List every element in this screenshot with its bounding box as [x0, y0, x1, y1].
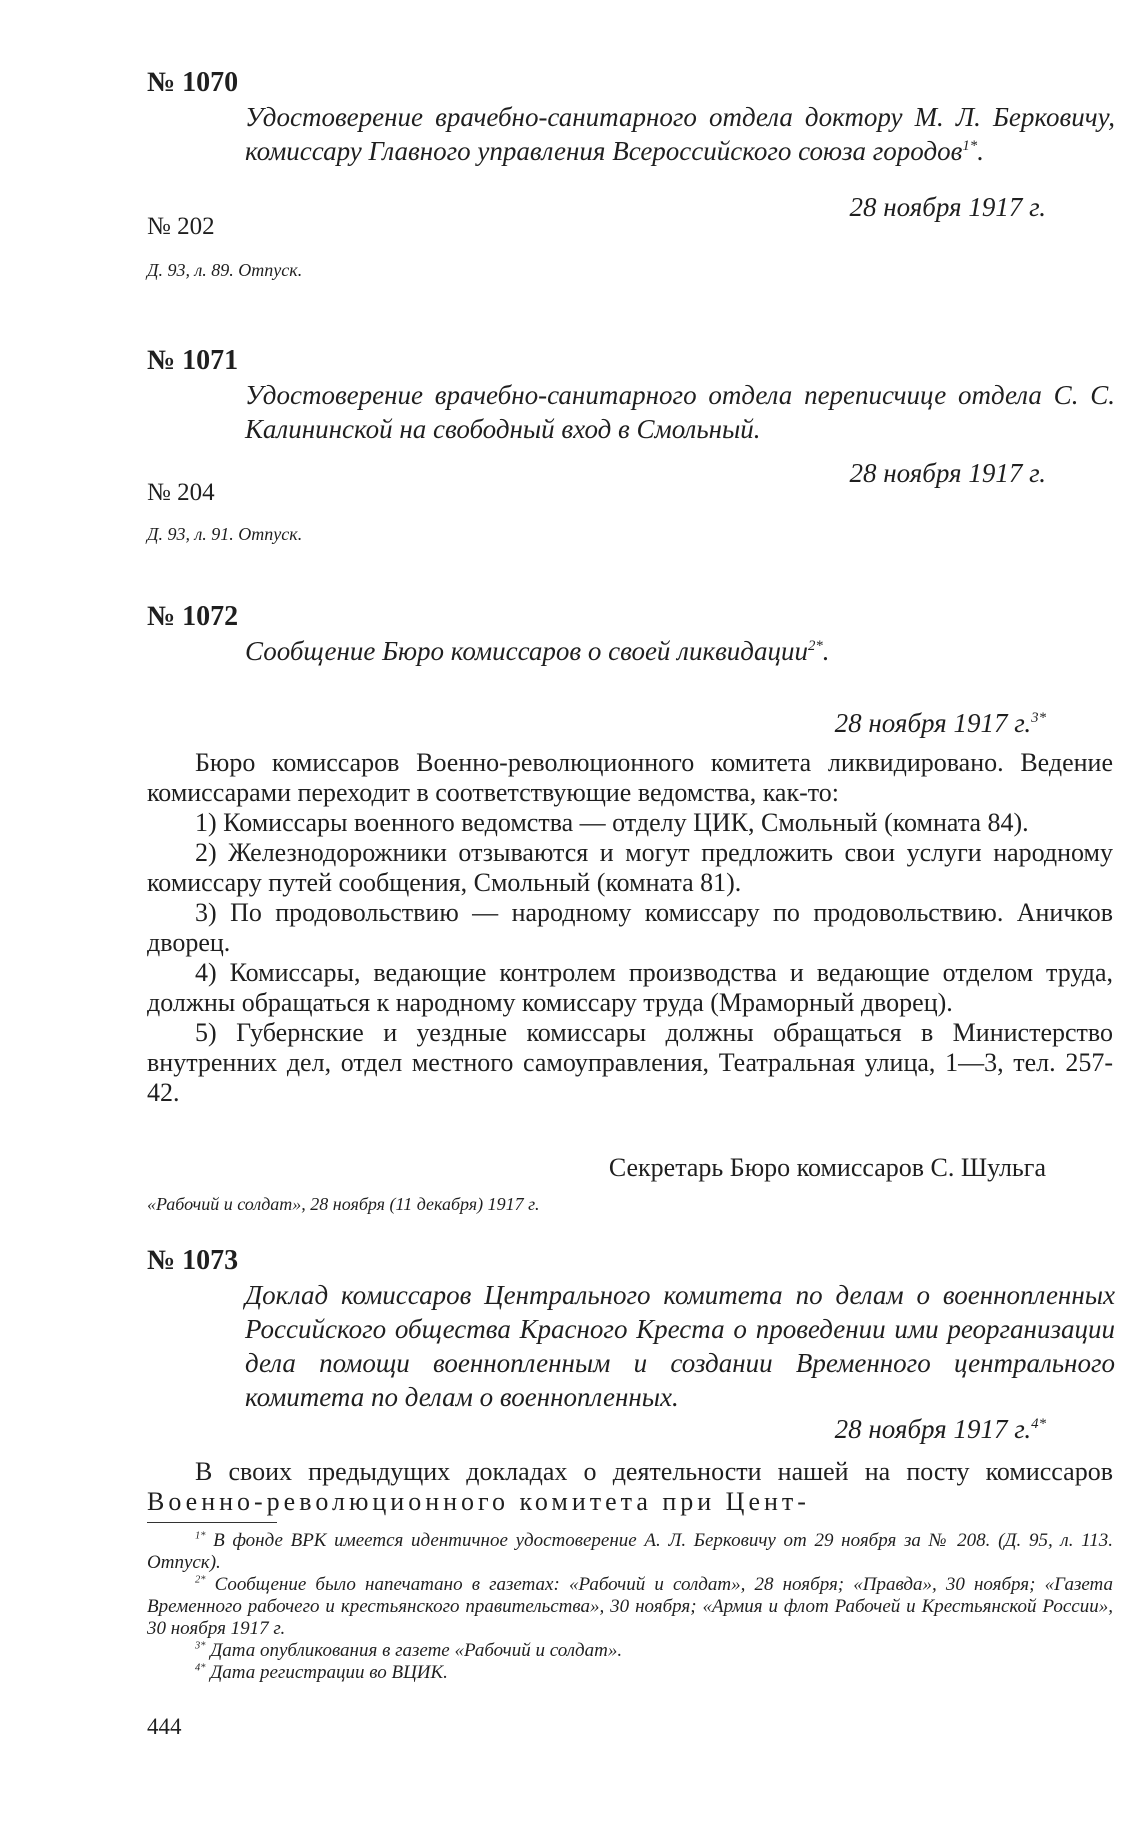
footnote-ref: 2*	[807, 638, 823, 654]
doc-number-1072: № 1072	[147, 601, 239, 632]
source-citation-1072: «Рабочий и солдат», 28 ноября (11 декабря) 1917 г.	[147, 1194, 540, 1214]
doc-date-1072: 28 ноября 1917 г.$^{3*}$	[834, 708, 1046, 738]
doc-body-1072	[147, 748, 1113, 1108]
signature: Секретарь Бюро комиссаров С. Шульга	[608, 1153, 1046, 1182]
body-paragraph: 3) По продовольствию — народному комиссару по продовольствию. Аничков дворец.	[147, 898, 1113, 957]
doc-date-1071: 28 ноября 1917 г.	[849, 458, 1046, 488]
body-paragraph: 4) Комиссары, ведающие контролем производства и ведающие отделом труда, должны обращаться к народному комиссару труда (Мраморный дворец).	[147, 958, 1113, 1017]
footnote-ref: 3*	[1031, 710, 1046, 726]
footnote-mark: 4*	[195, 1662, 206, 1674]
footnote-ref: 4*	[1031, 1416, 1046, 1432]
doc-date-1070: 28 ноября 1917 г.	[849, 192, 1046, 222]
footnotes	[147, 1530, 1113, 1684]
archive-reference-1071: Д. 93, л. 91. Отпуск.	[147, 524, 303, 544]
footnote-mark: 1*	[195, 1530, 206, 1542]
body-paragraph: В своих предыдущих докладах о деятельности нашей на посту комиссаров Военно-революционного комитета при Цент-	[147, 1457, 1113, 1516]
outgoing-number-1071: № 204	[147, 479, 215, 506]
doc-number-1073: № 1073	[147, 1245, 239, 1276]
outgoing-number-1070: № 202	[147, 213, 215, 240]
footnote: $^{2*}$ Сообщение было напечатано в газетах: «Рабочий и солдат», 28 ноября; «Правда», 30 ноября; «Газета Временного рабочего и крестьянского правительства», 30 ноября; «Армия и флот Рабочей и Крестьянской России», 30 ноября 1917 г.	[147, 1574, 1113, 1639]
footnote: $^{3*}$ Дата опубликования в газете «Рабочий и солдат».	[195, 1640, 623, 1661]
footnote: $^{4*}$ Дата регистрации во ВЦИК.	[195, 1662, 448, 1683]
body-paragraph: 5) Губернские и уездные комиссары должны обращаться в Министерство внутренних дел, отдел местного самоуправления, Театральная улица, 1—3, тел. 257-42.	[147, 1018, 1113, 1107]
footnote-mark: 2*	[195, 1574, 206, 1586]
doc-body-1073	[147, 1457, 1113, 1517]
page-number: 444	[147, 1714, 182, 1739]
body-paragraph: Бюро комиссаров Военно-революционного комитета ликвидировано. Ведение комиссарами переходит в соответствующие ведомства, как-то:	[147, 748, 1113, 807]
doc-title-1072: Сообщение Бюро комиссаров о своей ликвидации$^{2*}$.	[245, 636, 830, 666]
doc-title-1073: Доклад комиссаров Центрального комитета по делам о военнопленных Российского общества Красного Креста о проведении ими реорганизации дела помощи военнопленным и создании Временного центрального комитета по делам о военнопленных.	[245, 1280, 1115, 1412]
footnote-mark: 3*	[195, 1640, 206, 1652]
body-paragraph: 2) Железнодорожники отзываются и могут предложить свои услуги народному комиссару путей сообщения, Смольный (комната 81).	[147, 838, 1113, 897]
doc-title-1071: Удостоверение врачебно-санитарного отдела переписчице отдела С. С. Калининской на свободный вход в Смольный.	[245, 380, 1115, 444]
doc-date-1073: 28 ноября 1917 г.$^{4*}$	[834, 1414, 1046, 1444]
doc-number-1071: № 1071	[147, 345, 239, 376]
footnote: $^{1*}$ В фонде ВРК имеется идентичное удостоверение А. Л. Берковичу от 29 ноября за № 208. (Д. 95, л. 113. Отпуск).	[147, 1530, 1113, 1573]
archive-reference-1070: Д. 93, л. 89. Отпуск.	[147, 260, 303, 280]
footnote-divider	[147, 1522, 277, 1523]
footnote-ref: 1*	[962, 138, 978, 154]
doc-number-1070: № 1070	[147, 67, 239, 98]
body-paragraph: 1) Комиссары военного ведомства — отделу ЦИК, Смольный (комната 84).	[195, 808, 1029, 837]
doc-title-1070: Удостоверение врачебно-санитарного отдела доктору М. Л. Берковичу, комиссару Главного управления Всероссийского союза городов$^{1*}$.	[245, 102, 1115, 166]
